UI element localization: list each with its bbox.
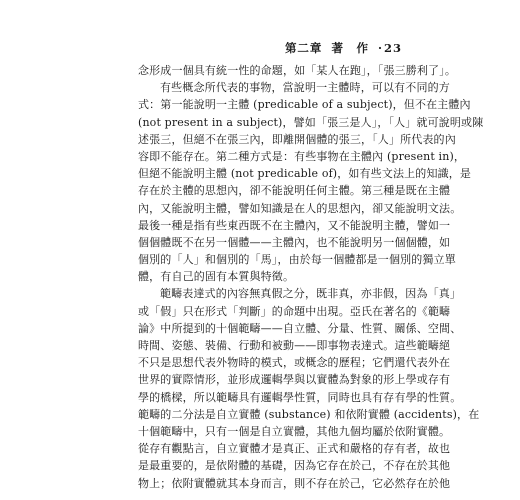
text-line: 個個體既不在另一個體——主體內，也不能說明另一個個體，如 (138, 235, 451, 249)
text-line: 容即不能存在。第二種方式是：有些事物在主體內 (present in)， (138, 149, 466, 163)
chapter-label: 第二章 (284, 41, 323, 55)
page-body (138, 62, 484, 492)
paragraph (138, 285, 480, 491)
text-line: 述張三，但絕不在張三內，即離開個體的張三，「人」所代表的內 (138, 132, 456, 146)
running-head (281, 40, 402, 56)
page-number: ·23 (377, 41, 402, 55)
text-line: 學的橋樑，所以範疇具有邏輯學性質，同時也具有存有學的性質。 (138, 390, 462, 404)
text-line: 內，又能說明主體，譬如知識是在人的思想內，卻又能說明文法。 (138, 201, 462, 215)
paragraph (138, 62, 456, 79)
text-line: 時間、姿態、裝備、行動和被動——即事物表達式。這些範疇絕 (138, 339, 451, 352)
chapter-title: 著 作 (331, 41, 369, 55)
text-line: 物上；依附實體就其本身而言，則不存在於己，它必然存在於他 (138, 476, 451, 490)
text-line: 念形成一個具有統一性的命題，如「某人在跑」，「張三勝利了」。 (138, 64, 456, 77)
text-line: 最後一種是指有些東西既不在主體內，又不能說明主體，譬如一 (138, 218, 451, 232)
text-line: 範疇的二分法是自立實體 (substance) 和依附實體 (accidents)，在 (138, 407, 480, 421)
text-line: 是最重要的，是依附體的基礎，因為它存在於己，不存在於其他 (138, 459, 451, 473)
text-line: 從存有觀點言，自立實體才是真正、正式和嚴格的存有者，故也 (138, 442, 451, 456)
text-line: 體，有自己的固有本質與特徵。 (138, 270, 295, 284)
text-line: 十個範疇中，只有一個是自立實體，其他九個均屬於依附實體。 (138, 424, 451, 438)
text-line: 存在於主體的思想內，卻不能說明任何主體。第三種是既在主體 (138, 184, 451, 198)
text-line: 有些概念所代表的事物，當說明一主體時，可以有不同的方 (160, 81, 450, 95)
text-line: 個別的「人」和個別的「馬」，由於每一個體都是一個別的獨立單 (138, 253, 456, 267)
text-line: 但絕不能說明主體 (not predicable of)，如有些文法上的知識，是 (138, 167, 472, 181)
text-line: 世界的實際情形，並形成邏輯學與以實體為對象的形上學或存有 (138, 373, 451, 387)
text-line: 範疇表達式的內容無真假之分，既非真，亦非假，因為「真」 (160, 287, 462, 301)
paragraph (138, 79, 484, 285)
text-line: 或「假」只在形式「判斷」的命題中出現。亞氏在著名的《範疇 (138, 304, 451, 318)
text-line: 論》中所提到的十個範疇——自立體、分量、性質、關係、空間、 (138, 321, 462, 335)
text-line: (not present in a subject)，譬如「張三是人」，「人」就可說明或陳 (138, 115, 484, 129)
text-line: 式：第一能說明一主體 (predicable of a subject)，但不在主體內 (138, 98, 471, 112)
text-line: 不只是思想代表外物時的模式，或概念的歷程；它們還代表外在 (138, 356, 451, 370)
